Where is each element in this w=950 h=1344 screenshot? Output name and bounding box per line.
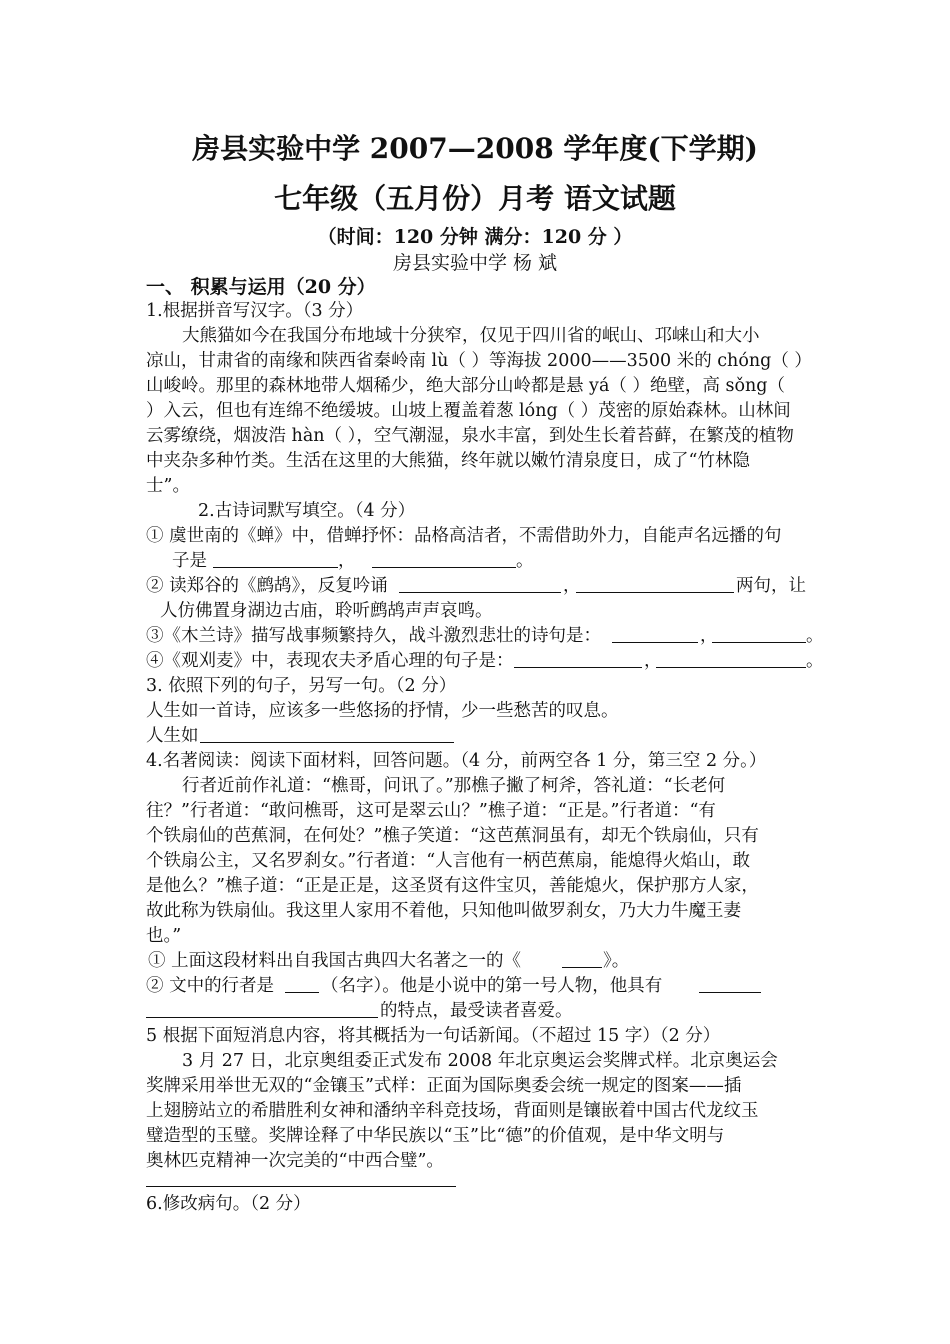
q2-item1-sep: ，	[338, 551, 356, 571]
q5-line: 上翅膀站立的希腊胜利女神和潘纳辛科竞技场，背面则是镶嵌着中国古代龙纹玉	[146, 1101, 759, 1121]
q4-line: 个铁扇公主，又名罗刹女。”行者道：“人言他有一柄芭蕉扇，能熄得火焰山，敢	[146, 851, 751, 871]
q5-line: 3 月 27 日，北京奥组委正式发布 2008 年北京奥运会奖牌式样。北京奥运会	[182, 1051, 778, 1071]
q2-item2-cont: 人仿佛置身湖边古庙，聆听鹧鸪声声哀鸣。	[160, 601, 493, 621]
section1-heading: 一、 积累与运用（20 分）	[146, 276, 376, 298]
q1-line: 凉山，甘肃省的南缘和陕西省秦岭南 lù（ ）等海拔 2000——3500 米的 chóng（ ）	[146, 351, 812, 371]
q1-line: ）入云，但也有连绵不绝缓坡。山坡上覆盖着葱 lóng（ ）茂密的原始森林。山林间	[146, 401, 791, 421]
q2-item4-end: 。	[806, 651, 824, 671]
q3-prompt: 3. 依照下列的句子，另写一句。（2 分）	[146, 676, 457, 696]
q2-item4-prefix: ④《观刈麦》中，表现农夫矛盾心理的句子是：	[146, 651, 514, 671]
blank-line[interactable]	[285, 992, 319, 993]
blank-line[interactable]	[712, 642, 806, 643]
q5-line: 奖牌采用举世无双的“金镶玉”式样：正面为国际奥委会统一规定的图案——插	[146, 1076, 742, 1096]
q1-line: 大熊猫如今在我国分布地域十分狭窄，仅见于四川省的岷山、邛崃山和大小	[182, 326, 760, 346]
q1-line: 云雾缭绕，烟波浩 hàn（ ），空气潮湿，泉水丰富，到处生长着苔藓，在繁茂的植物	[146, 426, 794, 446]
blank-line[interactable]	[612, 642, 698, 643]
q4-sub2-prefix: ② 文中的行者是	[146, 976, 275, 996]
q1-line: 山峻岭。那里的森林地带人烟稀少，绝大部分山岭都是悬 yá（ ）绝壁，高 sǒng（	[146, 376, 785, 396]
q2-item3-prefix: ③《木兰诗》描写战事频繁持久，战斗激烈悲壮的诗句是：	[146, 626, 601, 646]
q2-item4-sep: ，	[644, 651, 662, 671]
q4-line: 是他么？”樵子道：“正是正是，这圣贤有这件宝贝，善能熄火，保护那方人家，	[146, 876, 759, 896]
exam-info: （时间：120 分钟 满分：120 分 ）	[317, 226, 633, 248]
q4-prompt: 4.名著阅读：阅读下面材料，回答问题。（4 分，前两空各 1 分，第三空 2 分。）	[146, 751, 767, 771]
blank-line[interactable]	[576, 592, 734, 593]
q4-line: 往？”行者道：“敢问樵哥，这可是翠云山？”樵子道：“正是。”行者道：“有	[146, 801, 716, 821]
author-line: 房县实验中学 杨 斌	[392, 252, 558, 274]
q1-prompt: 1.根据拼音写汉字。（3 分）	[146, 301, 364, 321]
q2-item3-end: 。	[806, 626, 824, 646]
q3-example: 人生如一首诗，应该多一些悠扬的抒情，少一些愁苦的叹息。	[146, 701, 619, 721]
q2-item2-prefix: ② 读郑谷的《鹧鸪》，反复吟诵	[146, 576, 388, 596]
q2-item1-prefix: 子是	[172, 551, 207, 571]
q2-item2-sep: ，	[563, 576, 581, 596]
q4-line: 个铁扇仙的芭蕉洞，在何处？”樵子笑道：“这芭蕉洞虽有，却无个铁扇仙，只有	[146, 826, 759, 846]
q2-item2-end: 两句，让	[736, 576, 806, 596]
answer-line[interactable]	[200, 742, 454, 743]
q6-prompt: 6.修改病句。（2 分）	[146, 1194, 311, 1214]
blank-line[interactable]	[514, 667, 642, 668]
exam-title: 房县实验中学 2007—2008 学年度(下学期)	[192, 132, 758, 165]
q4-line: 也。”	[146, 926, 182, 946]
blank-line[interactable]	[213, 567, 338, 568]
q5-line: 璧造型的玉璧。奖牌诠释了中华民族以“玉”比“德”的价值观，是中华文明与	[146, 1126, 725, 1146]
q4-sub1-end: 》。	[603, 951, 630, 971]
q4-line: 故此称为铁扇仙。我这里人家用不着他，只知他叫做罗刹女，乃大力牛魔王妻	[146, 901, 741, 921]
exam-subtitle: 七年级（五月份）月考 语文试题	[274, 182, 676, 215]
blank-line[interactable]	[562, 967, 602, 968]
q4-line: 行者近前作礼道：“樵哥，问讯了。”那樵子撇了柯斧，答礼道：“长老何	[182, 776, 726, 796]
q4-sub2-mid: （名字）。他是小说中的第一号人物，他具有	[321, 976, 663, 996]
q2-item1: ① 虞世南的《蝉》中，借蝉抒怀：品格高洁者，不需借助外力，自能声名远播的句	[146, 526, 782, 546]
blank-line[interactable]	[146, 1017, 378, 1018]
q4-sub2-end: 的特点，最受读者喜爱。	[380, 1001, 573, 1021]
blank-line[interactable]	[399, 592, 561, 593]
blank-line[interactable]	[372, 567, 516, 568]
q5-line: 奥林匹克精神一次完美的“中西合璧”。	[146, 1151, 444, 1171]
q2-item3-sep: ，	[700, 626, 718, 646]
q5-prompt: 5 根据下面短消息内容，将其概括为一句话新闻。（不超过 15 字）（2 分）	[146, 1026, 721, 1046]
blank-line[interactable]	[656, 667, 806, 668]
q4-sub1-prefix: ① 上面这段材料出自我国古典四大名著之一的《	[148, 951, 522, 971]
q2-item1-end: 。	[516, 551, 534, 571]
answer-line[interactable]	[146, 1186, 456, 1187]
q1-line: 中夹杂多种竹类。生活在这里的大熊猫，终年就以嫩竹清泉度日，成了“竹林隐	[146, 451, 750, 471]
q3-answer-prefix: 人生如	[146, 726, 199, 746]
q1-line: 士”。	[146, 476, 190, 496]
q2-prompt: 2.古诗词默写填空。（4 分）	[198, 501, 416, 521]
blank-line[interactable]	[699, 992, 761, 993]
